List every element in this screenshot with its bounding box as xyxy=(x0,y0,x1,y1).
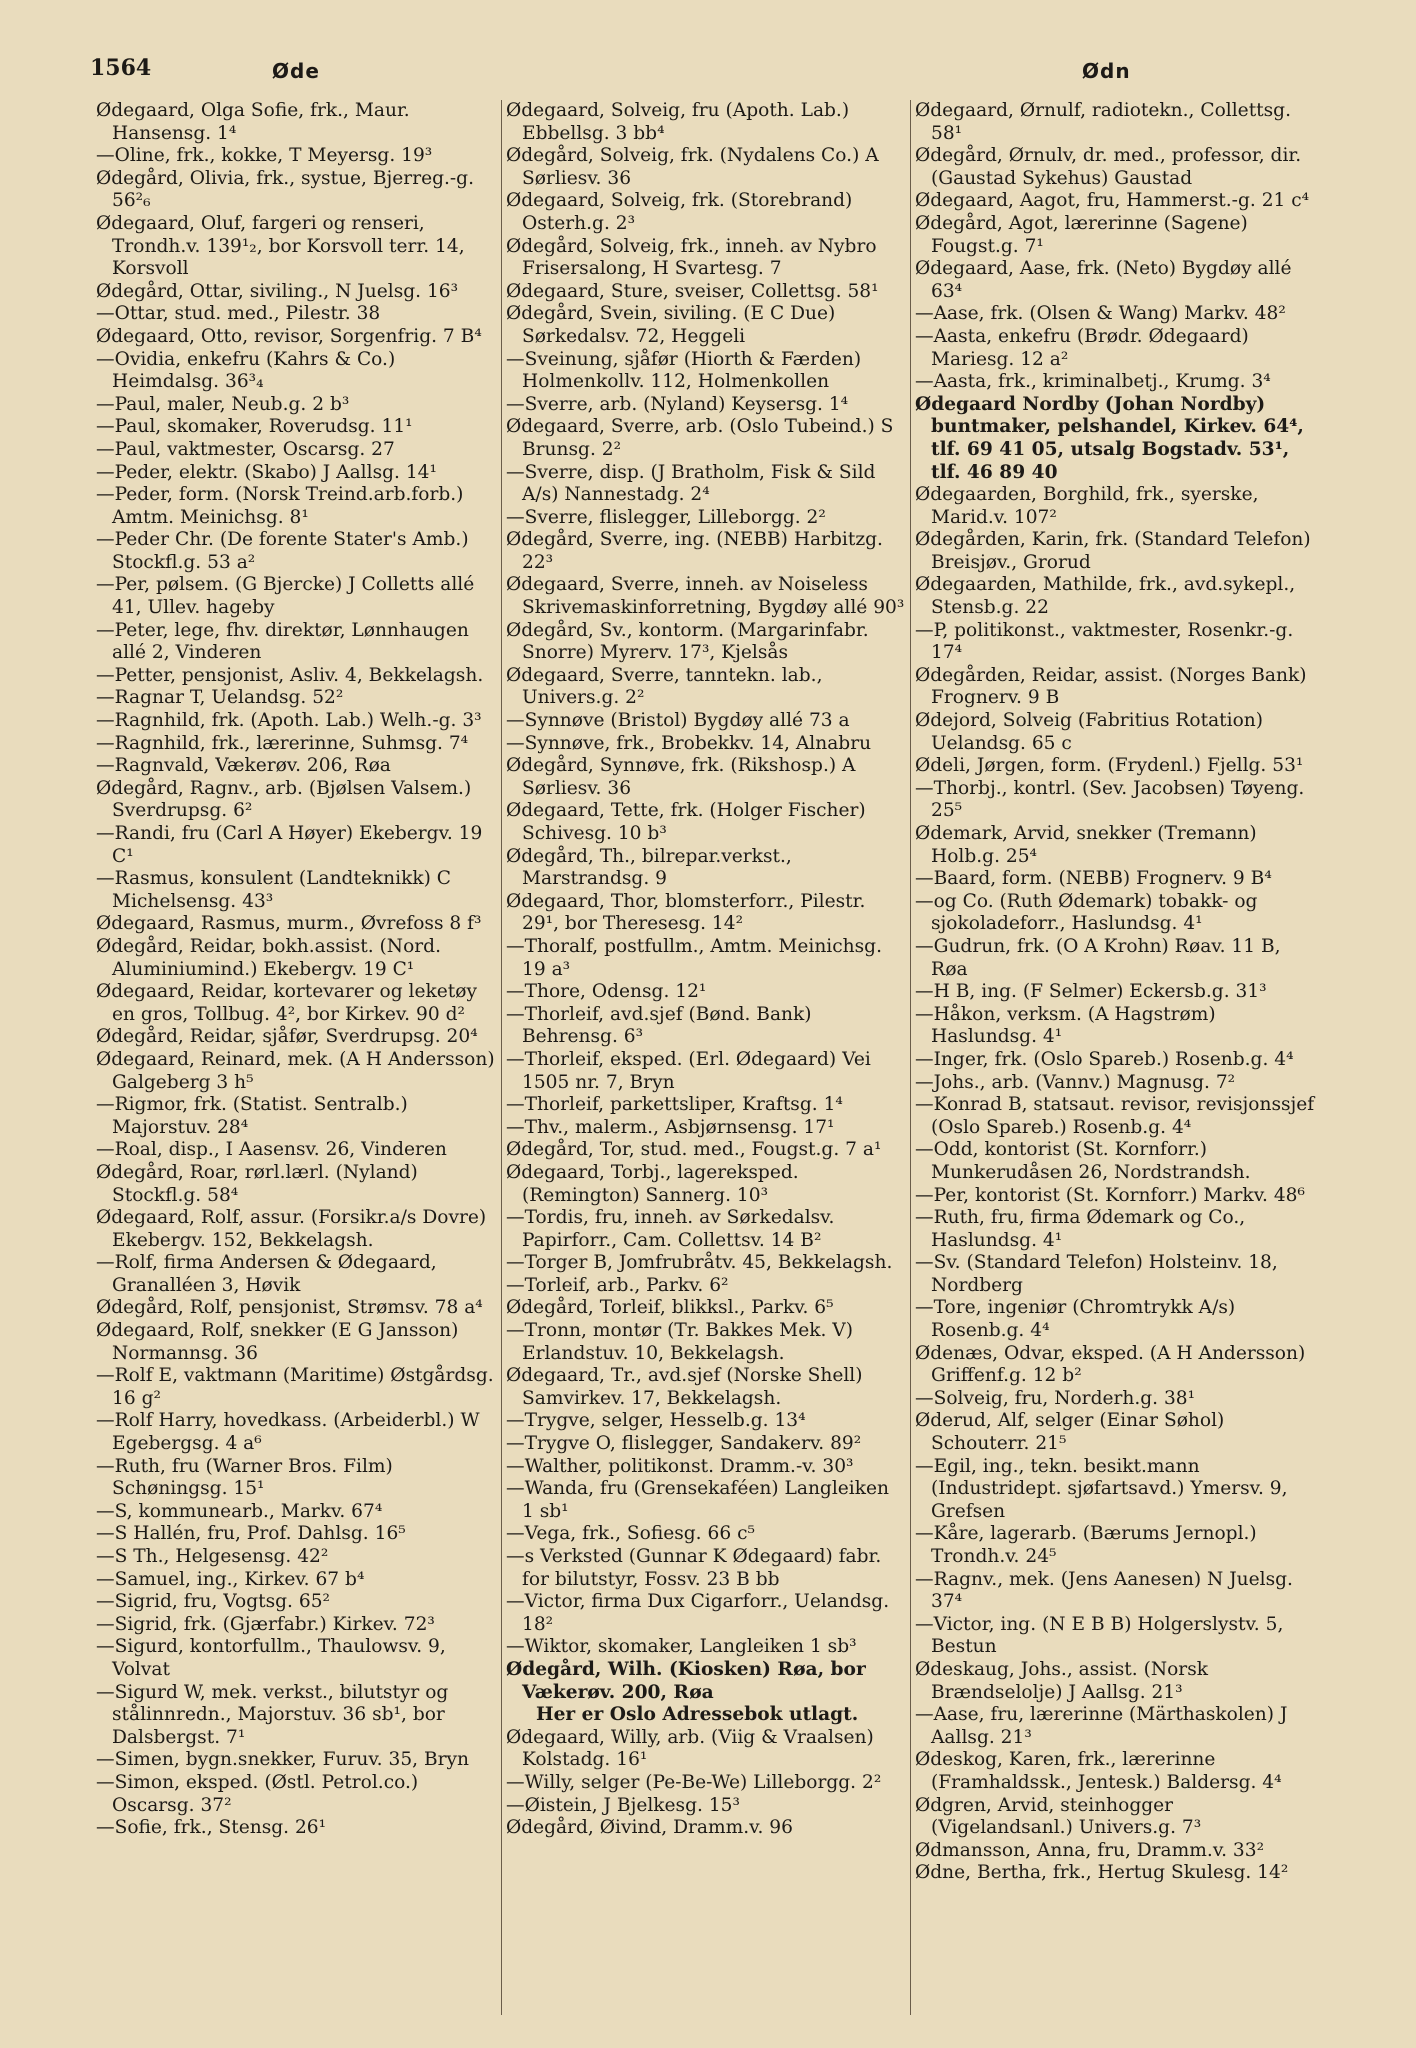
directory-entry: Ødegaard, Sture, sveiser, Collettsg. 58¹ xyxy=(506,280,879,302)
directory-entry: Ødegaard, Otto, revisor, Sorgenfrig. 7 B⁴ xyxy=(96,325,482,347)
directory-entry: —Trygve O, flislegger, Sandakerv. 89² xyxy=(506,1433,862,1455)
directory-entry: —Tronn, montør (Tr. Bakkes Mek. V) Erlandstuv. 10, Bekkelagsh. xyxy=(506,1320,853,1364)
directory-entry: —Victor, firma Dux Cigarforr., Uelandsg. 18² xyxy=(506,1591,890,1635)
directory-entry: —Rolf Harry, hovedkass. (Arbeiderbl.) W Egebergsg. 4 a⁶ xyxy=(96,1410,480,1455)
directory-entry: —Wiktor, skomaker, Langleiken 1 sb³ xyxy=(506,1636,857,1658)
directory-entry: Ødegaard, Oluf, fargeri og renseri, Trondh.v. 139¹₂, bor Korsvoll terr. 14, Korsvoll xyxy=(96,212,465,280)
directory-entry: —Roal, disp., I Aasensv. 26, Vinderen xyxy=(96,1139,447,1161)
directory-entry: —Ruth, fru, firma Ødemark og Co., Haslundsg. 4¹ xyxy=(915,1207,1246,1251)
directory-entry: —Wanda, fru (Grensekaféen) Langleiken 1 sb¹ xyxy=(506,1478,889,1522)
directory-entry: —og Co. (Ruth Ødemark) tobakk- og sjokoladeforr., Haslundsg. 4¹ xyxy=(915,890,1258,935)
directory-entry: Ødne, Bertha, frk., Hertug Skulesg. 14² xyxy=(915,1862,1289,1884)
directory-entry: —Peder, elektr. (Skabo) J Aallsg. 14¹ xyxy=(96,461,437,483)
directory-entry: Ødegaard, Rasmus, murm., Øvrefoss 8 f³ xyxy=(96,913,482,935)
directory-entry: —Ovidia, enkefru (Kahrs & Co.) Heimdalsg. 36³₄ xyxy=(96,348,396,393)
directory-entry: —Sigurd, kontorfullm., Thaulowsv. 9, Volvat xyxy=(96,1636,446,1680)
directory-entry: Ødegård, Roar, rørl.lærl. (Nyland) Stockfl.g. 58⁴ xyxy=(96,1161,418,1206)
directory-entry: —Thore, Odensg. 12¹ xyxy=(506,981,707,1003)
directory-entry: —Øistein, J Bjelkesg. 15³ xyxy=(506,1794,740,1816)
directory-entry: Ødegaard, Tette, frk. (Holger Fischer) Schivesg. 10 b³ xyxy=(506,800,866,844)
running-head-right: Ødn xyxy=(1082,59,1131,83)
directory-entry: —Aase, fru, lærerinne (Märthaskolen) J Aallsg. 21³ xyxy=(915,1704,1288,1748)
directory-entry: Ødeskaug, Johs., assist. (Norsk Brændselolje) J Aallsg. 21³ xyxy=(915,1658,1209,1703)
page-header xyxy=(0,55,1416,95)
directory-entry: Ødegård, Th., bilrepar.verkst., Marstrandsg. 9 xyxy=(506,845,792,890)
directory-entry: —Thv., malerm., Asbjørnsensg. 17¹ xyxy=(506,1116,835,1138)
directory-entry: —Oline, frk., kokke, T Meyersg. 19³ xyxy=(96,145,433,167)
directory-entry: —Sigrid, frk. (Gjærfabr.) Kirkev. 72³ xyxy=(96,1613,435,1635)
directory-entry: —Petter, pensjonist, Asliv. 4, Bekkelagsh. xyxy=(96,664,484,686)
directory-entry: —Ruth, fru (Warner Bros. Film) Schøningsg. 15¹ xyxy=(96,1455,393,1500)
directory-entry: —S, kommunearb., Markv. 67⁴ xyxy=(96,1500,383,1522)
directory-entry: —Sigurd W, mek. verkst., bilutstyr og stålinnredn., Majorstuv. 36 sb¹, bor Dalsbergst. 7¹ xyxy=(96,1681,449,1748)
directory-entry: —Egil, ing., tekn. besikt.mann (Industridept. sjøfartsavd.) Ymersv. 9, Grefsen xyxy=(915,1455,1288,1522)
directory-entry: Ødegård, Svein, siviling. (E C Due) Sørkedalsv. 72, Heggeli xyxy=(506,303,836,347)
directory-columns xyxy=(92,100,1320,2015)
directory-entry: Ødegård, Solveig, frk. (Nydalens Co.) A Sørliesv. 36 xyxy=(506,145,879,189)
directory-entry: Ødegård, Ørnulv, dr. med., professor, dir. (Gaustad Sykehus) Gaustad xyxy=(915,145,1302,189)
directory-entry: Ødegaard Nordby (Johan Nordby) buntmaker, pelshandel, Kirkev. 64⁴, tlf. 69 41 05, utsalg Bogstadv. 53¹, tlf. 46 89 40 xyxy=(915,393,1304,483)
directory-entry: —Aasta, enkefru (Brødr. Ødegaard) Mariesg. 12 a² xyxy=(915,325,1249,370)
directory-entry: —Ragnar T, Uelandsg. 52² xyxy=(96,687,344,709)
directory-entry: —Håkon, verksm. (A Hagstrøm) Haslundsg. 4¹ xyxy=(915,1003,1216,1048)
directory-entry: Ødegaard, Solveig, fru (Apoth. Lab.) Ebbellsg. 3 bb⁴ xyxy=(506,100,850,144)
directory-entry: Ødegaard, Aagot, fru, Hammerst.-g. 21 c⁴ xyxy=(915,190,1310,212)
directory-entry: —Peder Chr. (De forente Stater's Amb.) Stockfl.g. 53 a² xyxy=(96,529,469,573)
column-left xyxy=(92,100,501,2015)
directory-entry: Ødegård, Tor, stud. med., Fougst.g. 7 a¹ xyxy=(506,1139,882,1161)
directory-entry: —Synnøve (Bristol) Bygdøy allé 73 a xyxy=(506,710,850,732)
directory-entry: —P, politikonst., vaktmester, Rosenkr.-g. 17⁴ xyxy=(915,619,1294,664)
directory-entry: —Samuel, ing., Kirkev. 67 b⁴ xyxy=(96,1568,365,1590)
directory-entry: —Rolf E, vaktmann (Maritime) Østgårdsg. 16 g² xyxy=(96,1365,494,1409)
page-number: 1564 xyxy=(90,55,152,81)
directory-entry: —Inger, frk. (Oslo Spareb.) Rosenb.g. 4⁴ xyxy=(915,1048,1294,1070)
directory-entry: Øderud, Alf, selger (Einar Søhol) Schouterr. 21⁵ xyxy=(915,1410,1225,1455)
directory-entry: Ødegaard, Sverre, tanntekn. lab., Univers.g. 2² xyxy=(506,664,823,709)
directory-entry: —Sveinung, sjåfør (Hiorth & Færden) Holmenkollv. 112, Holmenkollen xyxy=(506,348,862,393)
directory-entry: Ødegaard, Reidar, kortevarer og leketøy en gros, Tollbug. 4², bor Kirkev. 90 d² xyxy=(96,981,477,1025)
directory-entry: —Odd, kontorist (St. Kornforr.) Munkerudåsen 26, Nordstrandsh. xyxy=(915,1139,1251,1183)
directory-entry: Her er Oslo Adressebok utlagt. xyxy=(536,1704,859,1726)
directory-entry: —Torger B, Jomfrubråtv. 45, Bekkelagsh. xyxy=(506,1252,893,1274)
directory-entry: —Torleif, arb., Parkv. 6² xyxy=(506,1274,729,1296)
directory-entry: —S Th., Helgesensg. 42² xyxy=(96,1546,329,1567)
directory-entry: Ødegård, Torleif, blikksl., Parkv. 6⁵ xyxy=(506,1297,834,1319)
directory-entry: —Sverre, flislegger, Lilleborgg. 2² xyxy=(506,506,826,528)
directory-entry: —Simen, bygn.snekker, Furuv. 35, Bryn xyxy=(96,1749,469,1771)
directory-entry: —Paul, vaktmester, Oscarsg. 27 xyxy=(96,438,395,460)
directory-entry: —Victor, ing. (N E B B) Holgerslystv. 5, Bestun xyxy=(915,1613,1284,1658)
directory-entry: —s Verksted (Gunnar K Ødegaard) fabr. for bilutstyr, Fossv. 23 B bb xyxy=(506,1546,882,1590)
directory-entry: —Kåre, lagerarb. (Bærums Jernopl.) Trondh.v. 24⁵ xyxy=(915,1523,1257,1567)
directory-entry: Ødegaard, Reinard, mek. (A H Andersson) Galgeberg 3 h⁵ xyxy=(96,1048,495,1093)
directory-entry: —S Hallén, fru, Prof. Dahlsg. 16⁵ xyxy=(96,1523,406,1545)
directory-entry: Ødegård, Øivind, Dramm.v. 96 xyxy=(506,1817,793,1839)
directory-entry: Ødegaarden, Borghild, frk., syerske, Marid.v. 107² xyxy=(915,484,1259,528)
directory-entry: Ødegaard, Olga Sofie, frk., Maur. Hansensg. 1⁴ xyxy=(96,100,410,144)
directory-entry: —Rolf, firma Andersen & Ødegaard, Granalléen 3, Høvik xyxy=(96,1252,437,1296)
directory-entry: Ødegård, Sv., kontorm. (Margarinfabr. Snorre) Myrerv. 17³, Kjelsås xyxy=(506,619,869,664)
directory-entry: Ødegaard, Aase, frk. (Neto) Bygdøy allé 63⁴ xyxy=(915,258,1292,302)
directory-entry: Ødegaard, Thor, blomsterforr., Pilestr. 29¹, bor Theresesg. 14² xyxy=(506,890,866,935)
directory-entry: Ødegaarden, Mathilde, frk., avd.sykepl., Stensb.g. 22 xyxy=(915,574,1296,619)
directory-entry: —Tore, ingeniør (Chromtrykk A/s) Rosenb.g. 4⁴ xyxy=(915,1297,1236,1342)
directory-entry: —Sverre, disp. (J Bratholm, Fisk & Sild A/s) Nannestadg. 2⁴ xyxy=(506,461,876,506)
directory-entry: Ødegård, Ottar, siviling., N Juelsg. 16³ xyxy=(96,280,459,302)
directory-entry: —Simon, eksped. (Østl. Petrol.co.) Oscarsg. 37² xyxy=(96,1771,419,1816)
directory-entry: —Sverre, arb. (Nyland) Keysersg. 1⁴ xyxy=(506,393,849,415)
directory-entry: —Konrad B, statsaut. revisor, revisjonssjef (Oslo Spareb.) Rosenb.g. 4⁴ xyxy=(915,1094,1315,1138)
directory-entry: Ødegaard, Rolf, assur. (Forsikr.a/s Dovre) Ekebergv. 152, Bekkelagsh. xyxy=(96,1207,487,1251)
directory-entry: Ødegård, Sverre, ing. (NEBB) Harbitzg. 22³ xyxy=(506,529,883,573)
directory-entry: —Trygve, selger, Hesselb.g. 13⁴ xyxy=(506,1410,806,1432)
directory-entry: —Johs., arb. (Vannv.) Magnusg. 7² xyxy=(915,1071,1236,1093)
directory-entry: Ødegaard, Torbj., lagereksped. (Remington) Sannerg. 10³ xyxy=(506,1161,799,1206)
directory-entry: —Ragnhild, frk., lærerinne, Suhmsg. 7⁴ xyxy=(96,732,469,754)
directory-entry: Ødegaard, Rolf, snekker (E G Jansson) Normannsg. 36 xyxy=(96,1320,459,1364)
directory-entry: —H B, ing. (F Selmer) Eckersb.g. 31³ xyxy=(915,981,1267,1003)
directory-entry: —Ottar, stud. med., Pilestr. 38 xyxy=(96,303,381,325)
directory-entry: Ødegård, Ragnv., arb. (Bjølsen Valsem.) Sverdrupsg. 6² xyxy=(96,777,472,822)
directory-entry: —Thoralf, postfullm., Amtm. Meinichsg. 19 a³ xyxy=(506,935,882,980)
directory-entry: Ødegård, Agot, lærerinne (Sagene) Fougst.g. 7¹ xyxy=(915,212,1248,257)
directory-entry: Ødejord, Solveig (Fabritius Rotation) Uelandsg. 65 c xyxy=(915,710,1264,754)
directory-entry: Ødegård, Reidar, bokh.assist. (Nord. Aluminiumind.) Ekebergv. 19 C¹ xyxy=(96,935,441,980)
column-right xyxy=(910,100,1319,2015)
directory-entry: Ødegård, Rolf, pensjonist, Strømsv. 78 a⁴ xyxy=(96,1297,483,1319)
directory-entry: Ødemark, Arvid, snekker (Tremann) Holb.g. 25⁴ xyxy=(915,823,1257,867)
directory-entry: Ødeli, Jørgen, form. (Frydenl.) Fjellg. 53¹ xyxy=(915,755,1304,777)
directory-entry: —Thorleif, eksped. (Erl. Ødegaard) Vei 1505 nr. 7, Bryn xyxy=(506,1048,871,1093)
directory-entry: —Randi, fru (Carl A Høyer) Ekebergv. 19 C¹ xyxy=(96,823,483,867)
directory-entry: —Ragnhild, frk. (Apoth. Lab.) Welh.-g. 3³ xyxy=(96,710,482,732)
directory-entry: —Baard, form. (NEBB) Frognerv. 9 B⁴ xyxy=(915,868,1272,890)
directory-entry: Ødegaard, Solveig, frk. (Storebrand) Osterh.g. 2³ xyxy=(506,190,853,234)
directory-entry: —Ragnv., mek. (Jens Aanesen) N Juelsg. 37⁴ xyxy=(915,1568,1293,1613)
directory-entry: —Peter, lege, fhv. direktør, Lønnhaugen allé 2, Vinderen xyxy=(96,619,469,664)
directory-entry: —Sigrid, fru, Vogtsg. 65² xyxy=(96,1591,330,1613)
directory-entry: Ødegård, Synnøve, frk. (Rikshosp.) A Sørliesv. 36 xyxy=(506,755,856,799)
directory-entry: Ødgren, Arvid, steinhogger (Vigelandsanl.) Univers.g. 7³ xyxy=(915,1794,1202,1839)
directory-entry: Ødegård, Reidar, sjåfør, Sverdrupsg. 20⁴ xyxy=(96,1026,478,1048)
directory-entry: —Paul, skomaker, Roverudsg. 11¹ xyxy=(96,416,413,438)
directory-entry: Ødegaard, Ørnulf, radiotekn., Collettsg. 58¹ xyxy=(915,100,1291,144)
directory-entry: —Thorbj., kontrl. (Sev. Jacobsen) Tøyeng. 25⁵ xyxy=(915,777,1305,822)
directory-entry: Ødegården, Reidar, assist. (Norges Bank) Frognerv. 9 B xyxy=(915,664,1307,709)
directory-entry: Ødegård, Wilh. (Kiosken) Røa, bor Vækerøv. 200, Røa xyxy=(506,1658,866,1703)
column-middle xyxy=(501,100,910,2015)
directory-entry: —Synnøve, frk., Brobekkv. 14, Alnabru xyxy=(506,732,872,754)
directory-entry: —Rasmus, konsulent (Landteknikk) C Michelsensg. 43³ xyxy=(96,868,452,912)
directory-entry: —Vega, frk., Sofiesg. 66 c⁵ xyxy=(506,1523,755,1545)
directory-entry: Ødegården, Karin, frk. (Standard Telefon) Breisjøv., Grorud xyxy=(915,529,1311,573)
directory-entry: —Gudrun, frk. (O A Krohn) Røav. 11 B, Røa xyxy=(915,935,1281,980)
directory-entry: —Aasta, frk., kriminalbetj., Krumg. 3⁴ xyxy=(915,371,1271,393)
directory-entry: —Sv. (Standard Telefon) Holsteinv. 18, Nordberg xyxy=(915,1252,1278,1296)
directory-entry: —Tordis, fru, inneh. av Sørkedalsv. Papirforr., Cam. Collettsv. 14 B² xyxy=(506,1207,835,1251)
directory-entry: —Walther, politikonst. Dramm.-v. 30³ xyxy=(506,1455,854,1477)
directory-entry: Ødegård, Olivia, frk., systue, Bjerreg.-g. 56²₆ xyxy=(96,167,474,212)
running-head-left: Øde xyxy=(272,59,320,83)
directory-entry: —Paul, maler, Neub.g. 2 b³ xyxy=(96,393,350,415)
directory-entry: Ødegaard, Sverre, arb. (Oslo Tubeind.) S Brunsg. 2² xyxy=(506,416,894,460)
directory-entry: Ødegaard, Sverre, inneh. av Noiseless Skrivemaskinforretning, Bygdøy allé 90³ xyxy=(506,574,905,619)
directory-entry: —Ragnvald, Vækerøv. 206, Røa xyxy=(96,755,391,777)
directory-entry: —Peder, form. (Norsk Treind.arb.forb.) Amtm. Meinichsg. 8¹ xyxy=(96,484,464,528)
directory-entry: Ødeskog, Karen, frk., lærerinne (Framhaldssk., Jentesk.) Baldersg. 4⁴ xyxy=(915,1749,1282,1793)
directory-entry: —Per, pølsem. (G Bjercke) J Colletts allé 41, Ullev. hageby xyxy=(96,574,475,619)
directory-entry: —Thorleif, parkettsliper, Kraftsg. 1⁴ xyxy=(506,1094,843,1116)
directory-entry: —Sofie, frk., Stensg. 26¹ xyxy=(96,1817,327,1839)
directory-entry: Ødegaard, Tr., avd.sjef (Norske Shell) Samvirkev. 17, Bekkelagsh. xyxy=(506,1365,863,1409)
directory-entry: Ødegård, Solveig, frk., inneh. av Nybro Frisersalong, H Svartesg. 7 xyxy=(506,235,877,280)
directory-entry: —Per, kontorist (St. Kornforr.) Markv. 48⁶ xyxy=(915,1184,1305,1206)
directory-entry: Ødmansson, Anna, fru, Dramm.v. 33² xyxy=(915,1839,1265,1861)
directory-entry: —Willy, selger (Pe-Be-We) Lilleborgg. 2² xyxy=(506,1771,882,1793)
directory-entry: —Aase, frk. (Olsen & Wang) Markv. 48² xyxy=(915,303,1286,325)
directory-entry: —Rigmor, frk. (Statist. Sentralb.) Majorstuv. 28⁴ xyxy=(96,1094,408,1138)
directory-entry: —Solveig, fru, Norderh.g. 38¹ xyxy=(915,1387,1196,1409)
directory-entry: Ødenæs, Odvar, eksped. (A H Andersson) Griffenf.g. 12 b² xyxy=(915,1342,1306,1387)
directory-entry: Ødegaard, Willy, arb. (Viig & Vraalsen) Kolstadg. 16¹ xyxy=(506,1726,874,1771)
directory-entry: —Thorleif, avd.sjef (Bønd. Bank) Behrensg. 6³ xyxy=(506,1003,812,1048)
